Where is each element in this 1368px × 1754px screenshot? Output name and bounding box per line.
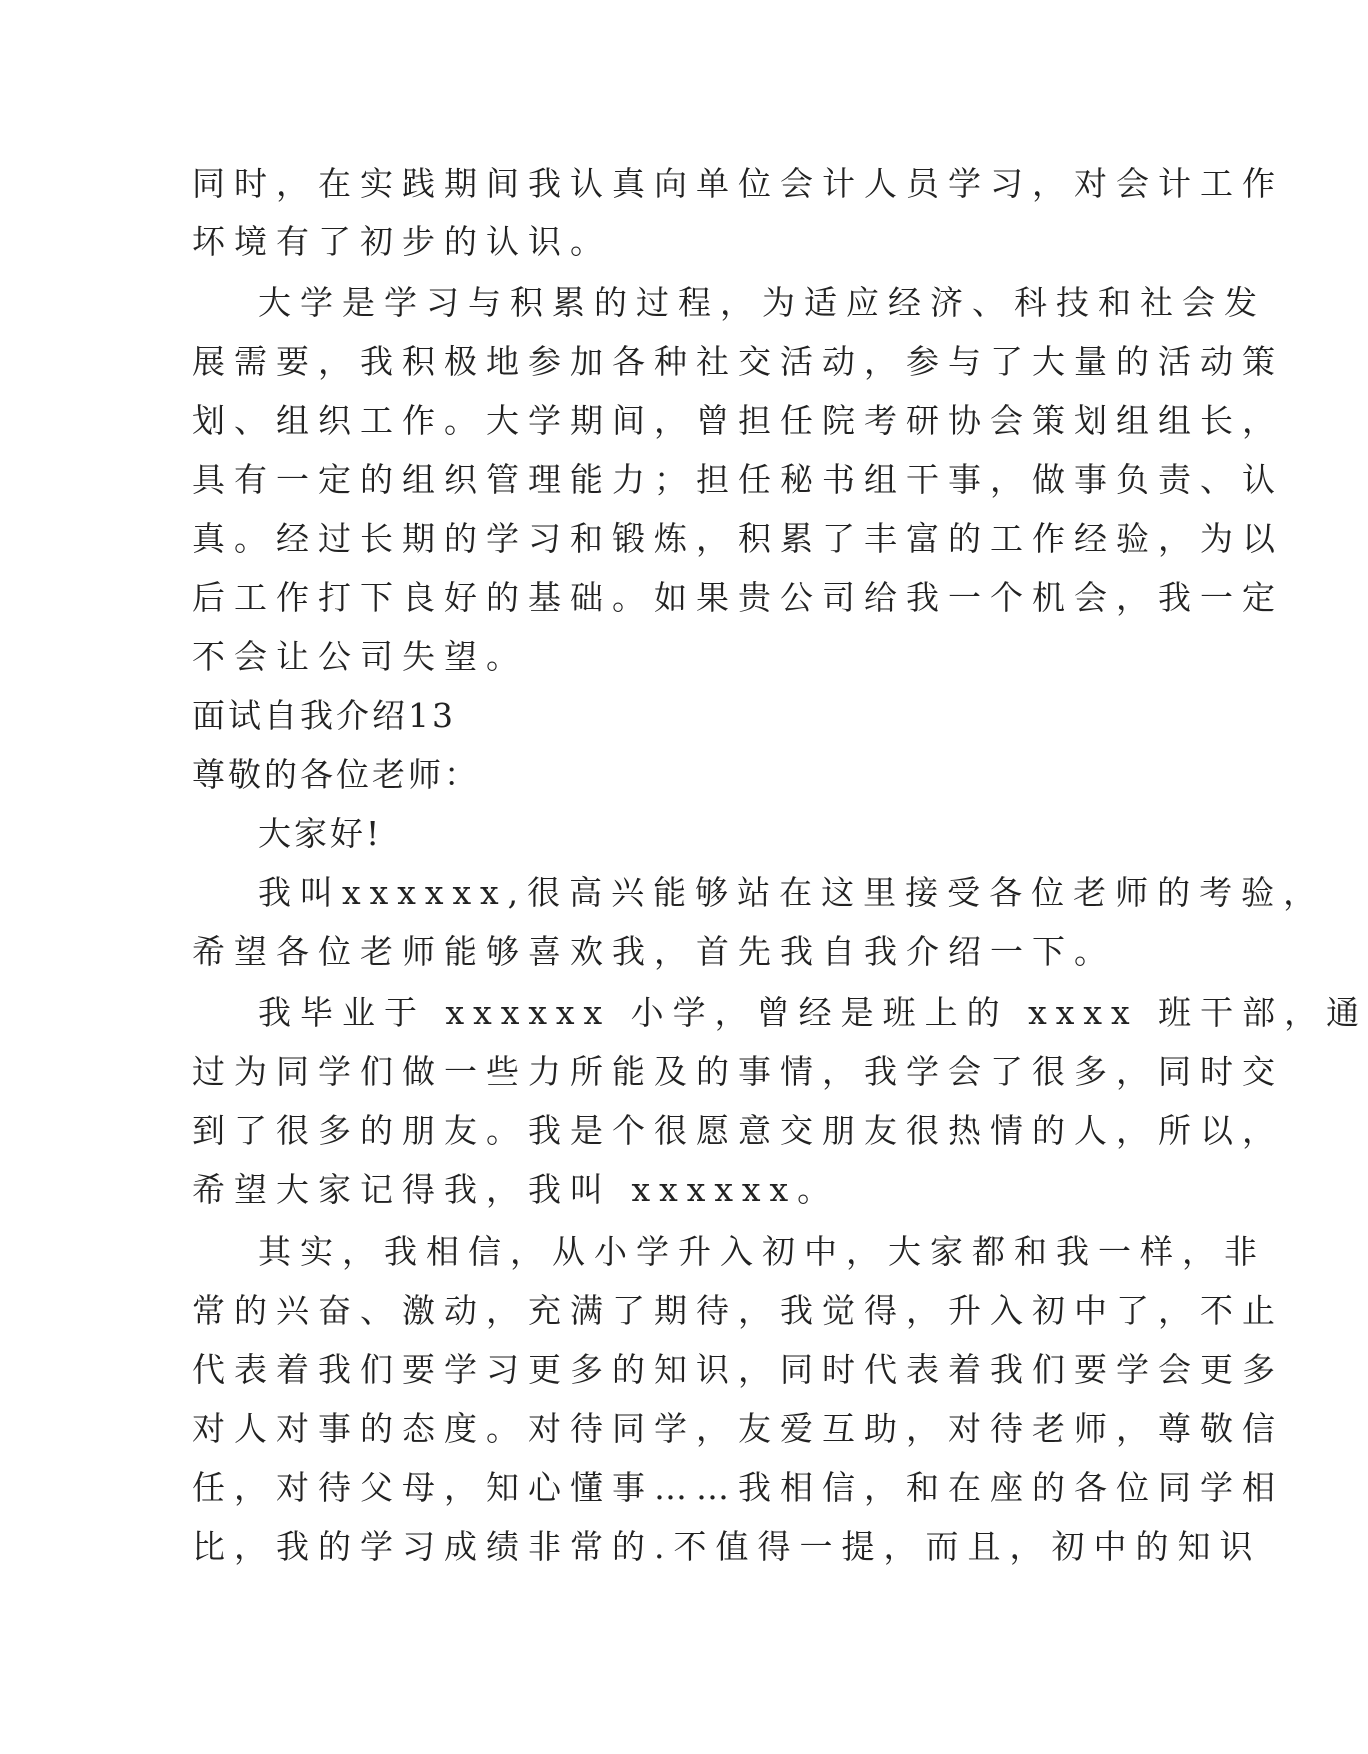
text-line: 划、组织工作。大学期间，曾担任院考研协会策划组组长， <box>192 401 1284 440</box>
text-line: 坏境有了初步的认识。 <box>192 222 612 261</box>
text-line: 真。经过长期的学习和锻炼，积累了丰富的工作经验，为以 <box>192 519 1284 558</box>
text-line: 后工作打下良好的基础。如果贵公司给我一个机会，我一定 <box>192 578 1284 617</box>
paragraph-start: 大学是学习与积累的过程，为适应经济、科技和社会发 <box>258 283 1266 322</box>
paragraph-start: 我毕业于 xxxxxx 小学，曾经是班上的 xxxx 班干部，通 <box>258 993 1368 1032</box>
text-line: 具有一定的组织管理能力；担任秘书组干事，做事负责、认 <box>192 460 1284 499</box>
text-line: 对人对事的态度。对待同学，友爱互助，对待老师，尊敬信 <box>192 1409 1284 1448</box>
text-line: 展需要，我积极地参加各种社交活动，参与了大量的活动策 <box>192 342 1284 381</box>
greeting: 大家好! <box>258 814 383 853</box>
text-line: 代表着我们要学习更多的知识，同时代表着我们要学会更多 <box>192 1350 1284 1389</box>
text-line: 同时，在实践期间我认真向单位会计人员学习，对会计工作 <box>192 164 1284 203</box>
paragraph-start: 其实，我相信，从小学升入初中，大家都和我一样，非 <box>258 1232 1266 1271</box>
text-line: 过为同学们做一些力所能及的事情，我学会了很多，同时交 <box>192 1052 1284 1091</box>
section-heading: 面试自我介绍13 <box>192 696 456 735</box>
text-line: 希望各位老师能够喜欢我，首先我自我介绍一下。 <box>192 932 1116 971</box>
text-line: 常的兴奋、激动，充满了期待，我觉得，升入初中了，不止 <box>192 1291 1284 1330</box>
text-line: 任，对待父母，知心懂事……我相信，和在座的各位同学相 <box>192 1468 1284 1507</box>
text-line: 希望大家记得我，我叫 xxxxxx。 <box>192 1170 840 1209</box>
text-line: 不会让公司失望。 <box>192 637 528 676</box>
text-line: 到了很多的朋友。我是个很愿意交朋友很热情的人，所以， <box>192 1111 1284 1150</box>
text-line: 比，我的学习成绩非常的.不值得一提，而且，初中的知识 <box>192 1527 1262 1566</box>
salutation: 尊敬的各位老师： <box>192 755 480 794</box>
paragraph-start: 我叫xxxxxx,很高兴能够站在这里接受各位老师的考验， <box>258 873 1326 912</box>
